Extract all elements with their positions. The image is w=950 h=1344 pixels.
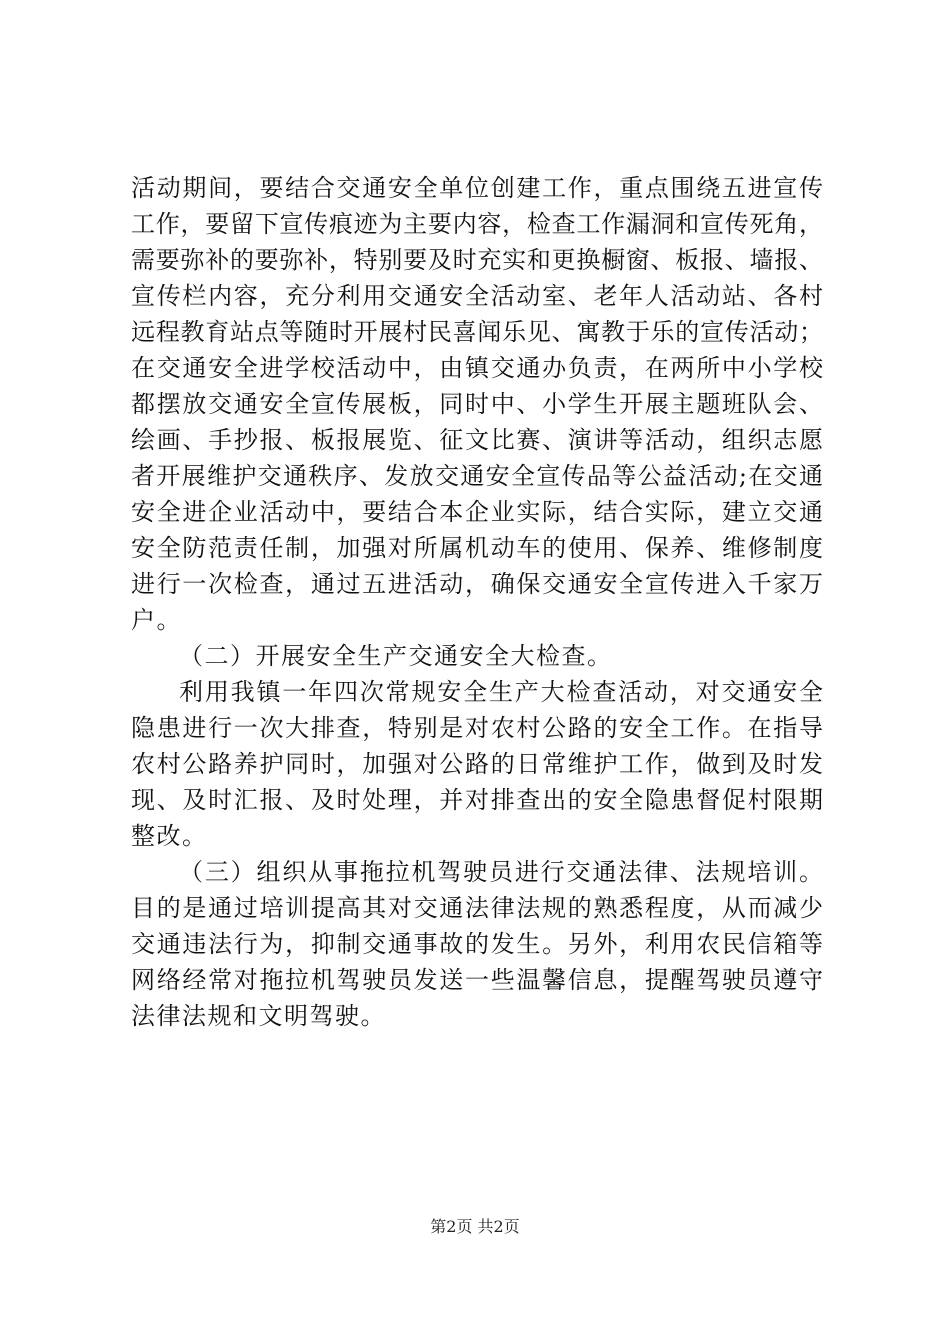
text-line: 工作，要留下宣传痕迹为主要内容，检查工作漏洞和宣传死角，: [131, 210, 823, 238]
text-line: 进行一次检查，通过五进活动，确保交通安全宣传进入千家万: [131, 570, 823, 598]
text-line: 网络经常对拖拉机驾驶员发送一些温馨信息，提醒驾驶员遵守: [131, 966, 823, 994]
text-line: 交通违法行为，抑制交通事故的发生。另外，利用农民信箱等: [131, 930, 823, 958]
text-line: 现、及时汇报、及时处理，并对排查出的安全隐患督促村限期: [131, 786, 823, 814]
text-line: 宣传栏内容，充分利用交通安全活动室、老年人活动站、各村: [131, 282, 823, 310]
text-line: 整改。: [131, 822, 208, 850]
document-body: [131, 170, 823, 1034]
text-line: 绘画、手抄报、板报展览、征文比赛、演讲等活动，组织志愿: [131, 426, 823, 454]
section-heading: （二）开展安全生产交通安全大检查。: [179, 642, 613, 670]
text-line: 安全进企业活动中，要结合本企业实际，结合实际，建立交通: [131, 498, 823, 526]
text-line: 隐患进行一次大排查，特别是对农村公路的安全工作。在指导: [131, 714, 823, 742]
text-line: 农村公路养护同时，加强对公路的日常维护工作，做到及时发: [131, 750, 823, 778]
text-line: 活动期间，要结合交通安全单位创建工作，重点围绕五进宣传: [131, 174, 823, 202]
text-line: 法律法规和文明驾驶。: [131, 1002, 386, 1030]
text-line: 在交通安全进学校活动中，由镇交通办负责，在两所中小学校: [131, 354, 823, 382]
text-line: 安全防范责任制，加强对所属机动车的使用、保养、维修制度: [131, 534, 823, 562]
text-line: 需要弥补的要弥补，特别要及时充实和更换橱窗、板报、墙报、: [131, 246, 823, 274]
text-line: 者开展维护交通秩序、发放交通安全宣传品等公益活动;在交通: [131, 462, 823, 490]
text-line: 远程教育站点等随时开展村民喜闻乐见、寓教于乐的宣传活动；: [131, 318, 823, 346]
text-line: 都摆放交通安全宣传展板，同时中、小学生开展主题班队会、: [131, 390, 823, 418]
section-heading: （三）组织从事拖拉机驾驶员进行交通法律、法规培训。: [179, 858, 823, 886]
text-line: 利用我镇一年四次常规安全生产大检查活动，对交通安全: [179, 678, 823, 706]
text-line: 目的是通过培训提高其对交通法律法规的熟悉程度，从而减少: [131, 894, 823, 922]
page-number-footer: 第2页 共2页: [430, 1217, 520, 1236]
text-line: 户。: [131, 606, 182, 634]
